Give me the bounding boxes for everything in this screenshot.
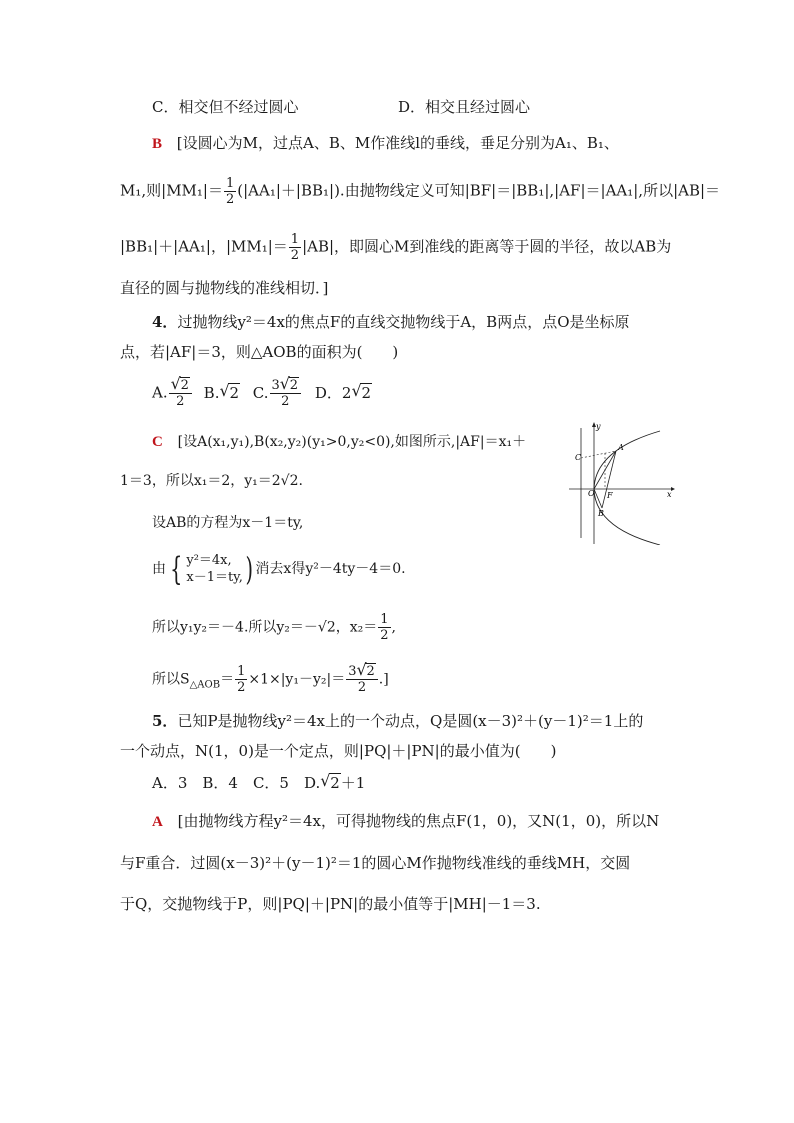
q4-stem-line2: 点，若|AF|＝3，则△AOB的面积为( ) xyxy=(120,343,399,361)
option-c-value: 3 √ 2 2 xyxy=(270,378,302,409)
q4-answer: C xyxy=(152,434,163,450)
q3-solution-line4: 直径的圆与抛物线的准线相切．] xyxy=(120,279,329,297)
x-axis-arrow xyxy=(671,487,675,491)
option-a-value: √ 2 2 xyxy=(169,378,192,409)
q5-options: A．3 B．4 C．5 D. √ 2＋1 xyxy=(152,771,366,792)
q3-option-c: C．相交但不经过圆心 xyxy=(152,98,299,116)
equation-system: y²＝4x, x－1＝ty, xyxy=(186,553,243,585)
parabola-figure xyxy=(565,420,680,545)
q4-options: A. √ 2 2 B. √ 2 C. 3 √ 2 2 D．2 √ 2 xyxy=(152,374,371,409)
parabola-curve xyxy=(594,431,660,545)
label-x: x xyxy=(667,490,672,499)
q5-stem-line2: 一个动点，N(1，0)是一个定点，则|PQ|＋|PN|的最小值为( ) xyxy=(120,742,557,760)
q3-answer: B xyxy=(152,136,163,152)
label-a: A xyxy=(618,443,624,452)
fraction-half: $\frac{1}{2}$ xyxy=(225,176,235,207)
label-b: B xyxy=(598,509,604,518)
q5-answer: A xyxy=(152,814,163,830)
q5-solution-line1: A [由抛物线方程y²＝4x，可得抛物线的焦点F(1，0)，又N(1，0)，所以N xyxy=(152,812,660,830)
q3-option-d: D．相交且经过圆心 xyxy=(398,98,531,116)
fraction-area: 3 √ 2 2 xyxy=(346,664,378,695)
fraction-half: $\frac{1}{2}$ xyxy=(290,232,300,263)
q4-solution-line5: 所以y₁y₂＝－4.所以y₂＝－√2，x₂＝ $\frac{1}{2}$ , xyxy=(152,612,396,643)
brace-close-icon: ) xyxy=(245,550,253,588)
q3-solution-line3: |BB₁|＋|AA₁|，|MM₁|＝ $\frac{1}{2}$ |AB|，即圆心M到准线的距离等于圆的半径，故以AB为 xyxy=(120,232,672,263)
option-b-value: √ 2 xyxy=(219,380,240,402)
q3-solution-line2: M₁,则|MM₁|＝ $\frac{1}{2}$ (|AA₁|＋|BB₁|).由抛物线定义可知|BF|＝|BB₁|,|AF|＝|AA₁|,所以|AB|＝ xyxy=(120,176,721,207)
option-d-value: √ 2 xyxy=(351,380,371,402)
fraction-half: $\frac{1}{2}$ xyxy=(380,612,389,643)
q4-solution-line6: 所以$S_{\triangle AOB}=$ $\frac{1}{2}$ ×1×|y₁－y₂|＝ 3 √ 2 2 .] xyxy=(152,660,389,695)
perpendicular-ac xyxy=(581,451,616,458)
fraction-half: $\frac{1}{2}$ xyxy=(237,664,246,695)
label-y: y xyxy=(596,422,601,431)
q3-solution-line1: B [设圆心为M，过点A、B、M作准线l的垂线，垂足分别为A₁、B₁、 xyxy=(152,134,619,152)
q4-solution-line3: 设AB的方程为x－1＝ty, xyxy=(152,515,304,531)
label-o: O xyxy=(588,489,595,498)
q5-stem-line1: 5．已知P是抛物线y²＝4x上的一个动点，Q是圆(x－3)²＋(y－1)²＝1上的 xyxy=(152,712,644,730)
brace-icon: { xyxy=(170,550,183,588)
q4-stem-line1: 4．过抛物线y²＝4x的焦点F的直线交抛物线于A，B两点，点O是坐标原 xyxy=(152,313,630,331)
option-d-sqrt: √ 2 xyxy=(320,771,340,792)
q4-solution-line2: 1＝3，所以x₁＝2，y₁＝2√2. xyxy=(120,473,303,489)
q4-solution-line1: C [设A(x₁,y₁),B(x₂,y₂)(y₁>0,y₂<0),如图所示,|AF|＝x₁＋ xyxy=(152,434,527,450)
q5-solution-line2: 与F重合．过圆(x－3)²＋(y－1)²＝1的圆心M作抛物线准线的垂线MH，交圆 xyxy=(120,854,631,872)
label-c: C xyxy=(575,453,582,462)
q5-solution-line3: 于Q，交抛物线于P，则|PQ|＋|PN|的最小值等于|MH|－1＝3. xyxy=(120,895,541,913)
label-f: F xyxy=(607,491,613,500)
q4-solution-line4: 由 { y²＝4x, x－1＝ty, ) 消去x得y²－4ty－4＝0. xyxy=(152,550,406,588)
